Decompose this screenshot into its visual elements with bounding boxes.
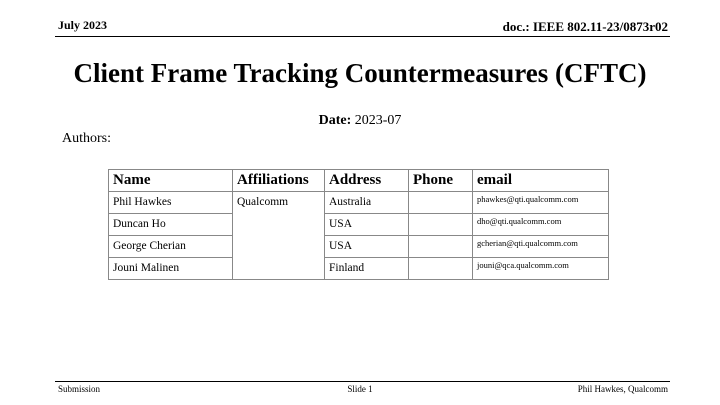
- header-rule: [55, 36, 670, 37]
- author-address: USA: [325, 214, 409, 236]
- footer-submission: Submission: [58, 384, 101, 394]
- author-email: gcherian@qti.qualcomm.com: [473, 236, 609, 258]
- header-date: July 2023: [58, 18, 108, 32]
- author-address: USA: [325, 236, 409, 258]
- author-phone: [409, 236, 473, 258]
- col-header-address: Address: [325, 170, 409, 192]
- authors-table: [108, 169, 609, 280]
- author-name: Jouni Malinen: [109, 258, 233, 280]
- date-line: [0, 113, 720, 129]
- footer-rule: [55, 381, 670, 382]
- author-email: phawkes@qti.qualcomm.com: [473, 192, 609, 214]
- table-row: [109, 192, 609, 214]
- author-address: Finland: [325, 258, 409, 280]
- author-phone: [409, 192, 473, 214]
- author-name: George Cherian: [109, 236, 233, 258]
- table-header-row: [109, 170, 609, 192]
- col-header-name: Name: [109, 170, 233, 192]
- author-address: Australia: [325, 192, 409, 214]
- table-row: [109, 258, 609, 280]
- author-name: Phil Hawkes: [109, 192, 233, 214]
- col-header-email: email: [473, 170, 609, 192]
- footer-author: Phil Hawkes, Qualcomm: [577, 384, 668, 394]
- author-phone: [409, 258, 473, 280]
- table-row: [109, 214, 609, 236]
- table-row: [109, 236, 609, 258]
- col-header-phone: Phone: [409, 170, 473, 192]
- author-phone: [409, 214, 473, 236]
- header-doc-id: doc.: IEEE 802.11-23/0873r02: [502, 19, 668, 34]
- col-header-affiliations: Affiliations: [233, 170, 325, 192]
- author-email: jouni@qca.qualcomm.com: [473, 258, 609, 280]
- date-value: 2023-07: [354, 113, 402, 128]
- footer-slide-number: Slide 1: [347, 384, 373, 394]
- authors-label: Authors:: [62, 131, 111, 146]
- author-affiliation: Qualcomm: [233, 192, 325, 280]
- date-label: Date:: [318, 113, 352, 128]
- author-name: Duncan Ho: [109, 214, 233, 236]
- author-email: dho@qti.qualcomm.com: [473, 214, 609, 236]
- slide-title: Client Frame Tracking Countermeasures (CFTC): [73, 58, 647, 88]
